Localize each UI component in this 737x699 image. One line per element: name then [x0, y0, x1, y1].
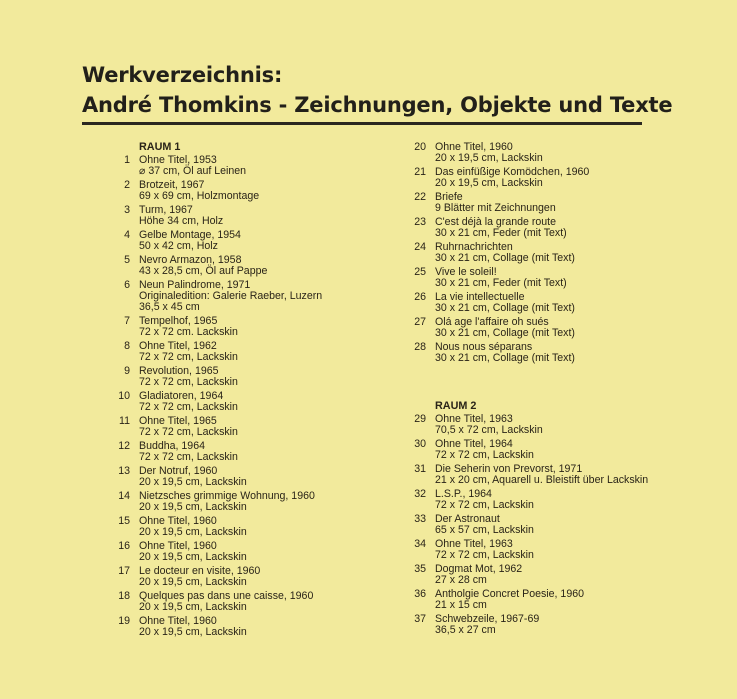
- catalog-entry: [408, 489, 708, 511]
- entry-title: Brotzeit, 1967: [139, 179, 205, 191]
- entry-title: La vie intellectuelle: [435, 291, 525, 303]
- catalog-entry: [112, 180, 382, 202]
- entry-number: 2: [124, 179, 130, 191]
- entry-number: 14: [118, 490, 130, 502]
- entry-details: 72 x 72 cm, Lackskin: [139, 451, 238, 463]
- catalog-entry: [112, 341, 382, 363]
- entry-details: 72 x 72 cm, Lackskin: [139, 426, 238, 438]
- entry-list-raum-1-continued: [408, 142, 708, 364]
- entry-details: 20 x 19,5 cm, Lackskin: [435, 152, 543, 164]
- catalog-entry: [112, 441, 382, 463]
- entry-details: 20 x 19,5 cm, Lackskin: [139, 501, 247, 513]
- entry-details: 72 x 72 cm, Lackskin: [139, 401, 238, 413]
- title-underline: [82, 122, 642, 125]
- entry-title: Ohne Titel, 1960: [139, 540, 217, 552]
- entry-title: Ohne Titel, 1964: [435, 438, 513, 450]
- entry-number: 37: [414, 613, 426, 625]
- entry-details: 72 x 72 cm, Lackskin: [139, 351, 238, 363]
- entry-title: Buddha, 1964: [139, 440, 205, 452]
- entry-list-raum-1: [112, 155, 382, 638]
- catalog-entry: [408, 589, 708, 611]
- right-column: [408, 142, 708, 639]
- entry-title: Quelques pas dans une caisse, 1960: [139, 590, 314, 602]
- catalog-entry: [112, 516, 382, 538]
- entry-number: 18: [118, 590, 130, 602]
- entry-title: Ohne Titel, 1960: [435, 141, 513, 153]
- page-title: [82, 60, 672, 120]
- catalog-entry: [112, 416, 382, 438]
- entry-title: Schwebzeile, 1967-69: [435, 613, 540, 625]
- entry-title: Nevro Armazon, 1958: [139, 254, 242, 266]
- entry-number: 6: [124, 279, 130, 291]
- entry-details: Höhe 34 cm, Holz: [139, 215, 224, 227]
- entry-title: Dogmat Mot, 1962: [435, 563, 523, 575]
- catalog-entry: [112, 155, 382, 177]
- entry-details: 30 x 21 cm, Collage (mit Text): [435, 302, 575, 314]
- entry-number: 4: [124, 229, 130, 241]
- entry-number: 30: [414, 438, 426, 450]
- entry-number: 21: [414, 166, 426, 178]
- entry-details: 30 x 21 cm, Collage (mit Text): [435, 352, 575, 364]
- entry-title: Ruhrnachrichten: [435, 241, 513, 253]
- entry-title: Olá age l'affaire oh sués: [435, 316, 549, 328]
- entry-number: 11: [119, 415, 130, 427]
- entry-number: 9: [124, 365, 130, 377]
- entry-number: 23: [414, 216, 426, 228]
- entry-details: 21 x 20 cm, Aquarell u. Bleistift über Lackskin: [435, 474, 649, 486]
- catalog-entry: [112, 255, 382, 277]
- entry-number: 28: [414, 341, 426, 353]
- section-gap: [408, 367, 708, 401]
- entry-number: 29: [414, 413, 426, 425]
- catalog-entry: [112, 491, 382, 513]
- catalog-entry: [408, 439, 708, 461]
- entry-number: 15: [118, 515, 130, 527]
- entry-number: 17: [118, 565, 130, 577]
- entry-details: 20 x 19,5 cm, Lackskin: [435, 177, 543, 189]
- section-heading-raum-1: RAUM 1: [139, 141, 181, 153]
- catalog-entry: [408, 142, 708, 164]
- entry-title: Ohne Titel, 1953: [139, 154, 217, 166]
- entry-number: 25: [414, 266, 426, 278]
- entry-title: C'est déjà la grande route: [435, 216, 556, 228]
- entry-title: Nous nous séparans: [435, 341, 533, 353]
- entry-details: 30 x 21 cm, Collage (mit Text): [435, 252, 575, 264]
- catalog-entry: [112, 205, 382, 227]
- entry-details: 69 x 69 cm, Holzmontage: [139, 190, 260, 202]
- entry-details: 36,5 x 27 cm: [435, 624, 496, 636]
- catalog-entry: [408, 539, 708, 561]
- catalog-entry: [112, 566, 382, 588]
- entry-title: Vive le soleil!: [435, 266, 497, 278]
- catalog-entry: [112, 466, 382, 488]
- entry-details: 72 x 72 cm, Lackskin: [435, 549, 534, 561]
- entry-title: Turm, 1967: [139, 204, 193, 216]
- entry-list-raum-2: [408, 414, 708, 636]
- entry-title: Briefe: [435, 191, 463, 203]
- catalog-entry: [112, 280, 382, 313]
- entry-details: 50 x 42 cm, Holz: [139, 240, 218, 252]
- entry-number: 20: [414, 141, 426, 153]
- entry-details: 20 x 19,5 cm, Lackskin: [139, 551, 247, 563]
- entry-number: 3: [124, 204, 130, 216]
- entry-number: 34: [414, 538, 426, 550]
- entry-details: 20 x 19,5 cm, Lackskin: [139, 476, 247, 488]
- catalog-entry: [408, 614, 708, 636]
- catalog-entry: [408, 464, 708, 486]
- entry-title: Ohne Titel, 1960: [139, 615, 217, 627]
- entry-details: ⌀ 37 cm, Öl auf Leinen: [139, 165, 247, 177]
- entry-details: 20 x 19,5 cm, Lackskin: [139, 626, 247, 638]
- catalog-entry: [112, 591, 382, 613]
- catalog-entry: [408, 514, 708, 536]
- left-column: [112, 142, 382, 641]
- entry-number: 1: [124, 154, 130, 166]
- entry-title: Der Notruf, 1960: [139, 465, 218, 477]
- entry-details: 20 x 19,5 cm, Lackskin: [139, 601, 247, 613]
- catalog-entry: [112, 541, 382, 563]
- entry-details: 20 x 19,5 cm, Lackskin: [139, 526, 247, 538]
- entry-number: 10: [118, 390, 130, 402]
- entry-details: 30 x 21 cm, Feder (mit Text): [435, 227, 567, 239]
- catalog-entry: [408, 564, 708, 586]
- entry-number: 32: [414, 488, 426, 500]
- entry-title: L.S.P., 1964: [435, 488, 492, 500]
- section-heading-raum-2: RAUM 2: [435, 400, 477, 412]
- entry-details: 72 x 72 cm. Lackskin: [139, 326, 238, 338]
- entry-details: 72 x 72 cm, Lackskin: [435, 449, 534, 461]
- entry-details: Originaledition: Galerie Raeber, Luzern: [139, 290, 323, 302]
- entry-number: 13: [118, 465, 130, 477]
- entry-title: Der Astronaut: [435, 513, 500, 525]
- entry-details: 43 x 28,5 cm, Öl auf Pappe: [139, 265, 268, 277]
- entry-title: Tempelhof, 1965: [139, 315, 218, 327]
- entry-title: Nietzsches grimmige Wohnung, 1960: [139, 490, 315, 502]
- catalog-entry: [112, 316, 382, 338]
- entry-number: 16: [118, 540, 130, 552]
- entry-details: 30 x 21 cm, Collage (mit Text): [435, 327, 575, 339]
- entry-details: 70,5 x 72 cm, Lackskin: [435, 424, 543, 436]
- entry-title: Ohne Titel, 1965: [139, 415, 217, 427]
- entry-title: Neun Palindrome, 1971: [139, 279, 251, 291]
- entry-number: 36: [414, 588, 426, 600]
- catalog-entry: [408, 414, 708, 436]
- catalog-entry: [408, 192, 708, 214]
- title-line-1: Werkverzeichnis:: [82, 63, 283, 87]
- entry-title: Gladiatoren, 1964: [139, 390, 224, 402]
- entry-title: Ohne Titel, 1963: [435, 538, 513, 550]
- entry-details: 72 x 72 cm, Lackskin: [139, 376, 238, 388]
- catalog-entry: [408, 267, 708, 289]
- entry-details: 36,5 x 45 cm: [139, 301, 200, 313]
- catalog-entry: [112, 366, 382, 388]
- entry-title: Revolution, 1965: [139, 365, 219, 377]
- entry-number: 12: [118, 440, 130, 452]
- entry-number: 33: [414, 513, 426, 525]
- catalog-entry: [112, 391, 382, 413]
- entry-details: 72 x 72 cm, Lackskin: [435, 499, 534, 511]
- entry-number: 31: [414, 463, 426, 475]
- entry-details: 20 x 19,5 cm, Lackskin: [139, 576, 247, 588]
- entry-details: 27 x 28 cm: [435, 574, 487, 586]
- entry-title: Gelbe Montage, 1954: [139, 229, 241, 241]
- entry-number: 26: [414, 291, 426, 303]
- entry-details: 65 x 57 cm, Lackskin: [435, 524, 534, 536]
- entry-title: Das einfüßige Komödchen, 1960: [435, 166, 590, 178]
- catalog-entry: [408, 242, 708, 264]
- entry-title: Ohne Titel, 1960: [139, 515, 217, 527]
- entry-details: 9 Blätter mit Zeichnungen: [435, 202, 556, 214]
- entry-number: 19: [118, 615, 130, 627]
- entry-number: 8: [124, 340, 130, 352]
- entry-number: 24: [414, 241, 426, 253]
- entry-title: Le docteur en visite, 1960: [139, 565, 261, 577]
- entry-title: Die Seherin von Prevorst, 1971: [435, 463, 583, 475]
- entry-number: 35: [414, 563, 426, 575]
- entry-title: Antholgie Concret Poesie, 1960: [435, 588, 585, 600]
- catalog-entry: [408, 167, 708, 189]
- entry-title: Ohne Titel, 1963: [435, 413, 513, 425]
- catalog-entry: [408, 317, 708, 339]
- catalog-entry: [408, 217, 708, 239]
- entry-number: 7: [124, 315, 130, 327]
- entry-details: 30 x 21 cm, Feder (mit Text): [435, 277, 567, 289]
- catalog-entry: [408, 342, 708, 364]
- title-line-2: André Thomkins - Zeichnungen, Objekte und Texte: [82, 93, 673, 117]
- entry-number: 22: [414, 191, 426, 203]
- catalog-entry: [112, 616, 382, 638]
- entry-number: 27: [414, 316, 426, 328]
- entry-title: Ohne Titel, 1962: [139, 340, 217, 352]
- entry-number: 5: [124, 254, 130, 266]
- catalog-entry: [112, 230, 382, 252]
- entry-details: 21 x 15 cm: [435, 599, 487, 611]
- catalog-entry: [408, 292, 708, 314]
